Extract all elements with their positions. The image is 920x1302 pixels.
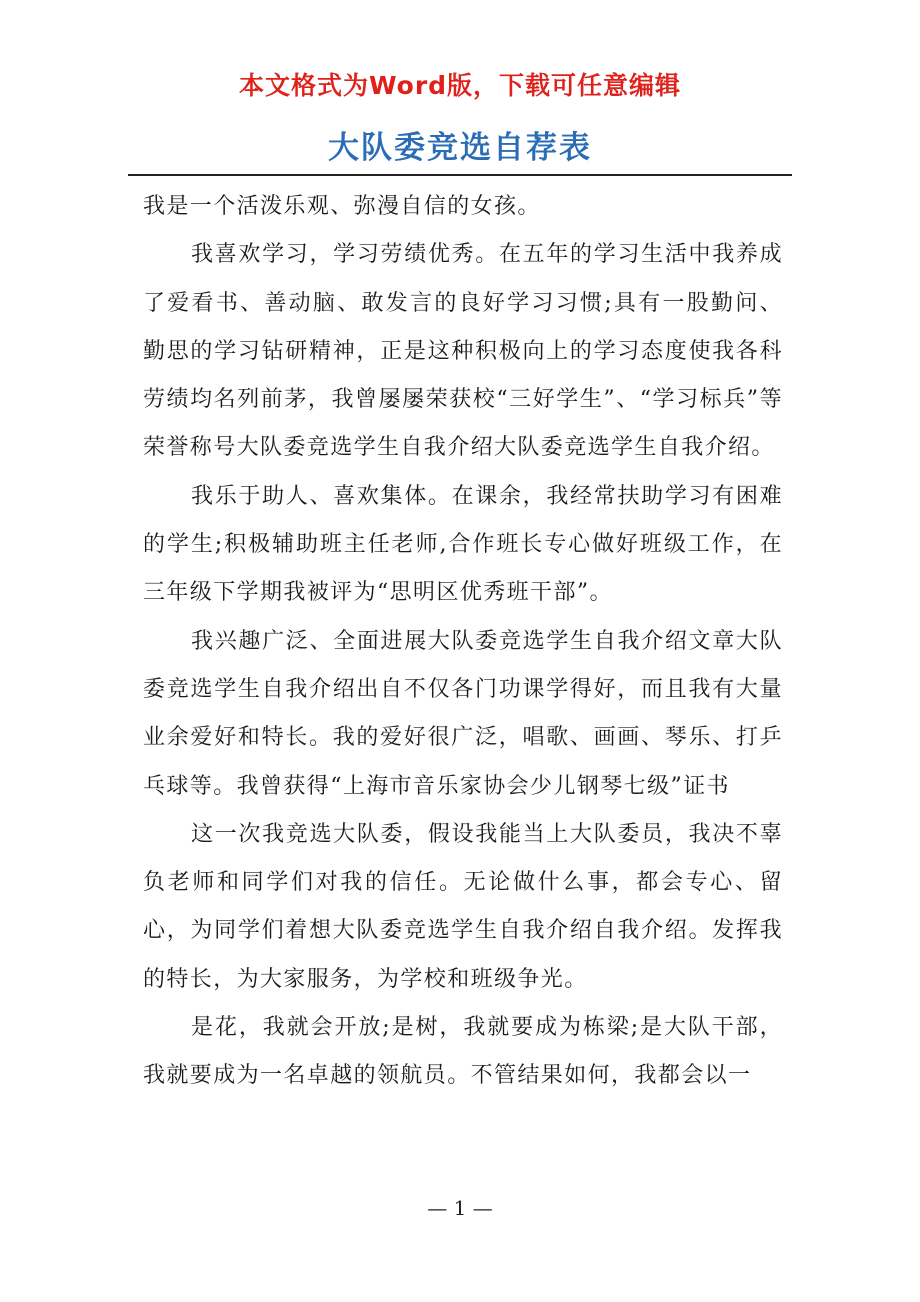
paragraph-6: 是花，我就会开放;是树，我就要成为栋梁;是大队干部，我就要成为一名卓越的领航员。不管结果如何，我都会以一 bbox=[143, 1015, 783, 1089]
format-notice-banner: 本文格式为Word版，下载可任意编辑 bbox=[238, 71, 682, 100]
paragraph-2: 我喜欢学习，学习劳绩优秀。在五年的学习生活中我养成了爱看书、善动脑、敢发言的良好学习习惯;具有一股勤问、勤思的学习钻研精神，正是这种积极向上的学习态度使我各科劳绩均名列前茅，我曾屡屡荣获校“三好学生”、“学习标兵”等荣誉称号大队委竞选学生自我介绍大队委竞选学生自我介绍。 bbox=[143, 242, 783, 461]
paragraph-1: 我是一个活泼乐观、弥漫自信的女孩。 bbox=[143, 194, 541, 219]
document-title: 大队委竞选自荐表 bbox=[328, 130, 592, 166]
paragraph-4: 我兴趣广泛、全面进展大队委竞选学生自我介绍文章大队委竞选学生自我介绍出自不仅各门功课学得好，而且我有大量业余爱好和特长。我的爱好很广泛，唱歌、画画、琴乐、打乒乓球等。我曾获得“上海市音乐家协会少儿钢琴七级”证书 bbox=[143, 628, 783, 799]
header-divider bbox=[128, 174, 792, 176]
document-body bbox=[143, 183, 783, 1101]
page-number: — 1 — bbox=[427, 1196, 493, 1220]
paragraph-3: 我乐于助人、喜欢集体。在课余，我经常扶助学习有困难的学生;积极辅助班主任老师,合作班长专心做好班级工作，在三年级下学期我被评为“思明区优秀班干部”。 bbox=[143, 483, 783, 606]
paragraph-5: 这一次我竞选大队委，假设我能当上大队委员，我决不辜负老师和同学们对我的信任。无论做什么事，都会专心、留心，为同学们着想大队委竞选学生自我介绍自我介绍。发挥我的特长，为大家服务，为学校和班级争光。 bbox=[143, 821, 783, 992]
